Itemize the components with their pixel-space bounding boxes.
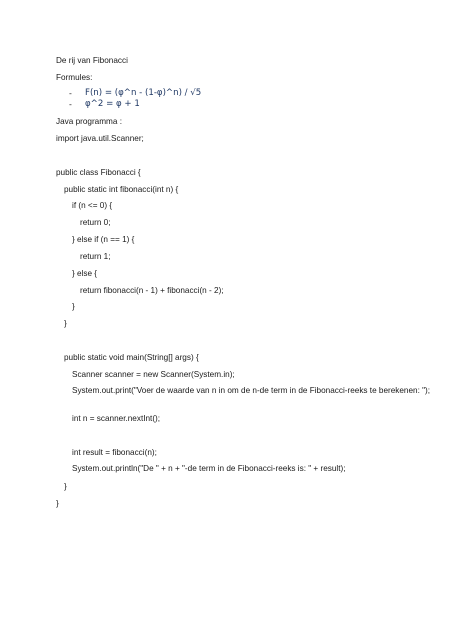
document-title: De rij van Fibonacci	[56, 56, 128, 65]
code-line: int result = fibonacci(n);	[72, 448, 157, 457]
code-line: } else {	[72, 269, 98, 278]
code-line: } else if (n == 1) {	[72, 235, 135, 244]
formulas-heading: Formules:	[56, 73, 93, 82]
code-line: int n = scanner.nextInt();	[72, 414, 161, 423]
formula-bullet: -	[69, 99, 72, 109]
code-line: return 1;	[80, 252, 111, 261]
code-line: public class Fibonacci {	[56, 168, 141, 177]
code-line: }	[64, 319, 67, 328]
formula-golden-ratio: φ^2 = φ + 1	[85, 99, 140, 109]
code-line: System.out.print("Voer de waarde van n in om de n-de term in de Fibonacci-reeks te berekenen: ");	[72, 386, 431, 395]
code-line: }	[56, 499, 59, 508]
code-line: }	[72, 302, 75, 311]
code-line: }	[64, 482, 67, 491]
code-line: System.out.println("De " + n + "-de term in de Fibonacci-reeks is: " + result);	[72, 464, 346, 473]
code-line: public static int fibonacci(int n) {	[64, 185, 179, 194]
code-line: return fibonacci(n - 1) + fibonacci(n - 2);	[80, 286, 224, 295]
code-line: if (n <= 0) {	[72, 201, 113, 210]
formula-bullet: -	[69, 88, 72, 98]
code-line: public static void main(String[] args) {	[64, 353, 199, 362]
formula-binet: F(n) = (φ^n - (1-φ)^n) / √5	[85, 88, 202, 98]
java-heading: Java programma :	[56, 117, 122, 126]
code-line: import java.util.Scanner;	[56, 134, 144, 143]
code-line: return 0;	[80, 218, 111, 227]
code-line: Scanner scanner = new Scanner(System.in);	[72, 370, 235, 379]
